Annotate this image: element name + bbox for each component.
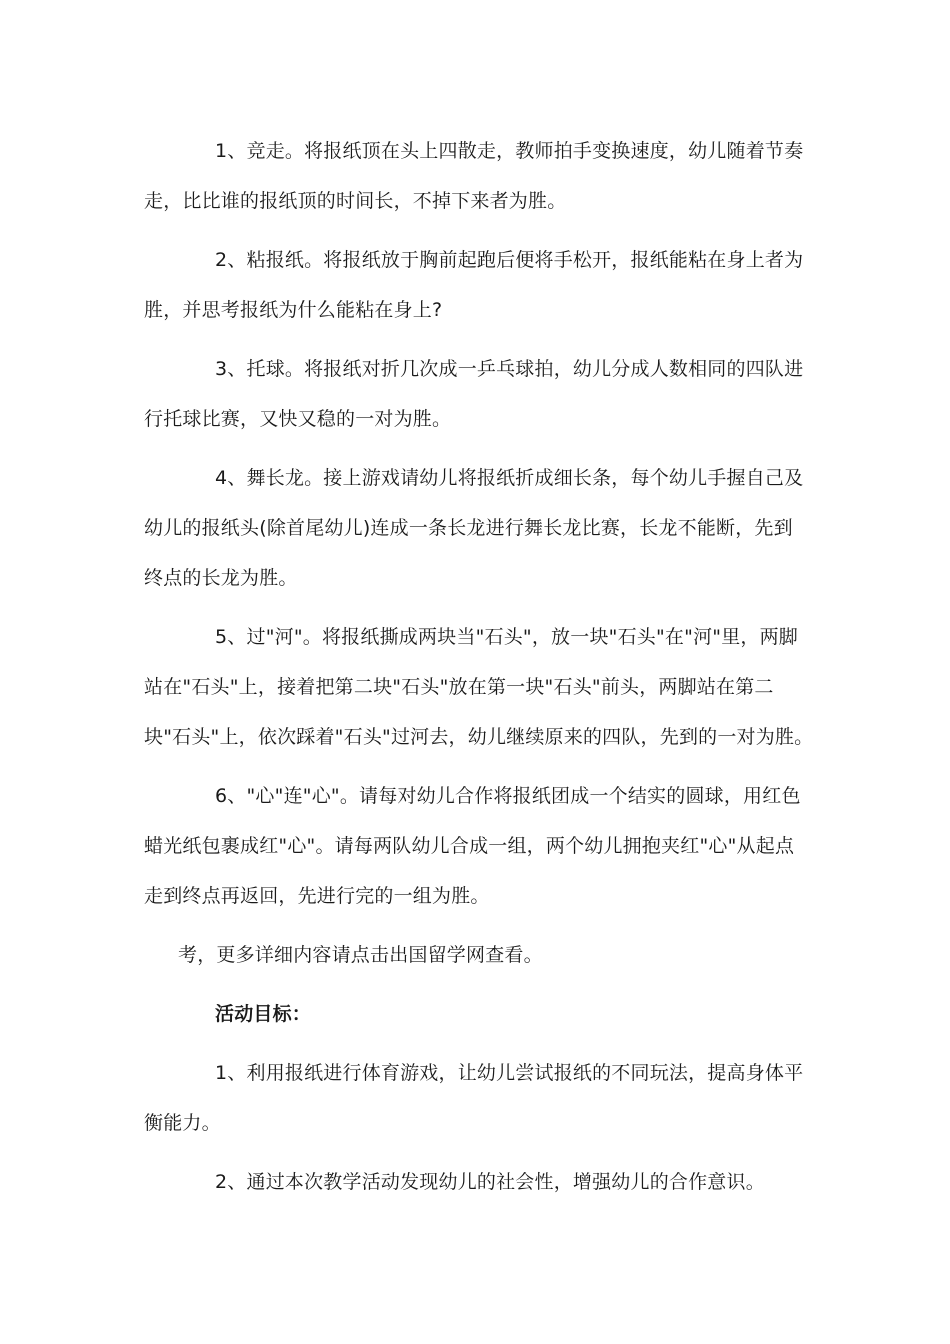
- game-5-line-2: 站在"石头"上，接着把第二块"石头"放在第一块"石头"前头，两脚站在第二: [144, 676, 774, 698]
- game-4-line-2: 幼儿的报纸头(除首尾幼儿)连成一条长龙进行舞长龙比赛，长龙不能断，先到: [144, 517, 793, 539]
- game-2-line-1: 2、粘报纸。将报纸放于胸前起跑后便将手松开，报纸能粘在身上者为: [215, 249, 804, 271]
- game-6-line-1: 6、"心"连"心"。请每对幼儿合作将报纸团成一个结实的圆球，用红色: [215, 785, 801, 807]
- goal-1-line-2: 衡能力。: [144, 1112, 221, 1134]
- game-6-line-3: 走到终点再返回，先进行完的一组为胜。: [144, 885, 490, 907]
- goal-2-line-1: 2、通过本次教学活动发现幼儿的社会性，增强幼儿的合作意识。: [215, 1171, 765, 1193]
- game-5-line-3: 块"石头"上，依次踩着"石头"过河去，幼儿继续原来的四队，先到的一对为胜。: [144, 726, 814, 748]
- game-6-line-2: 蜡光纸包裹成红"心"。请每两队幼儿合成一组，两个幼儿拥抱夹红"心"从起点: [144, 835, 795, 857]
- goal-1-line-1: 1、利用报纸进行体育游戏，让幼儿尝试报纸的不同玩法，提高身体平: [215, 1062, 804, 1084]
- reference-note: 考，更多详细内容请点击出国留学网查看。: [178, 944, 543, 966]
- game-1-line-2: 走，比比谁的报纸顶的时间长，不掉下来者为胜。: [144, 190, 567, 212]
- game-4-line-3: 终点的长龙为胜。: [144, 567, 298, 589]
- game-3-line-1: 3、托球。将报纸对折几次成一乒乓球拍，幼儿分成人数相同的四队进: [215, 358, 804, 380]
- game-4-line-1: 4、舞长龙。接上游戏请幼儿将报纸折成细长条，每个幼儿手握自己及: [215, 467, 804, 489]
- game-1-line-1: 1、竞走。将报纸顶在头上四散走，教师拍手变换速度，幼儿随着节奏: [215, 140, 804, 162]
- game-2-line-2: 胜，并思考报纸为什么能粘在身上?: [144, 299, 443, 321]
- section-heading-activity-goals: 活动目标：: [215, 1003, 312, 1025]
- game-3-line-2: 行托球比赛，又快又稳的一对为胜。: [144, 408, 452, 430]
- game-5-line-1: 5、过"河"。将报纸撕成两块当"石头"，放一块"石头"在"河"里，两脚: [215, 626, 799, 648]
